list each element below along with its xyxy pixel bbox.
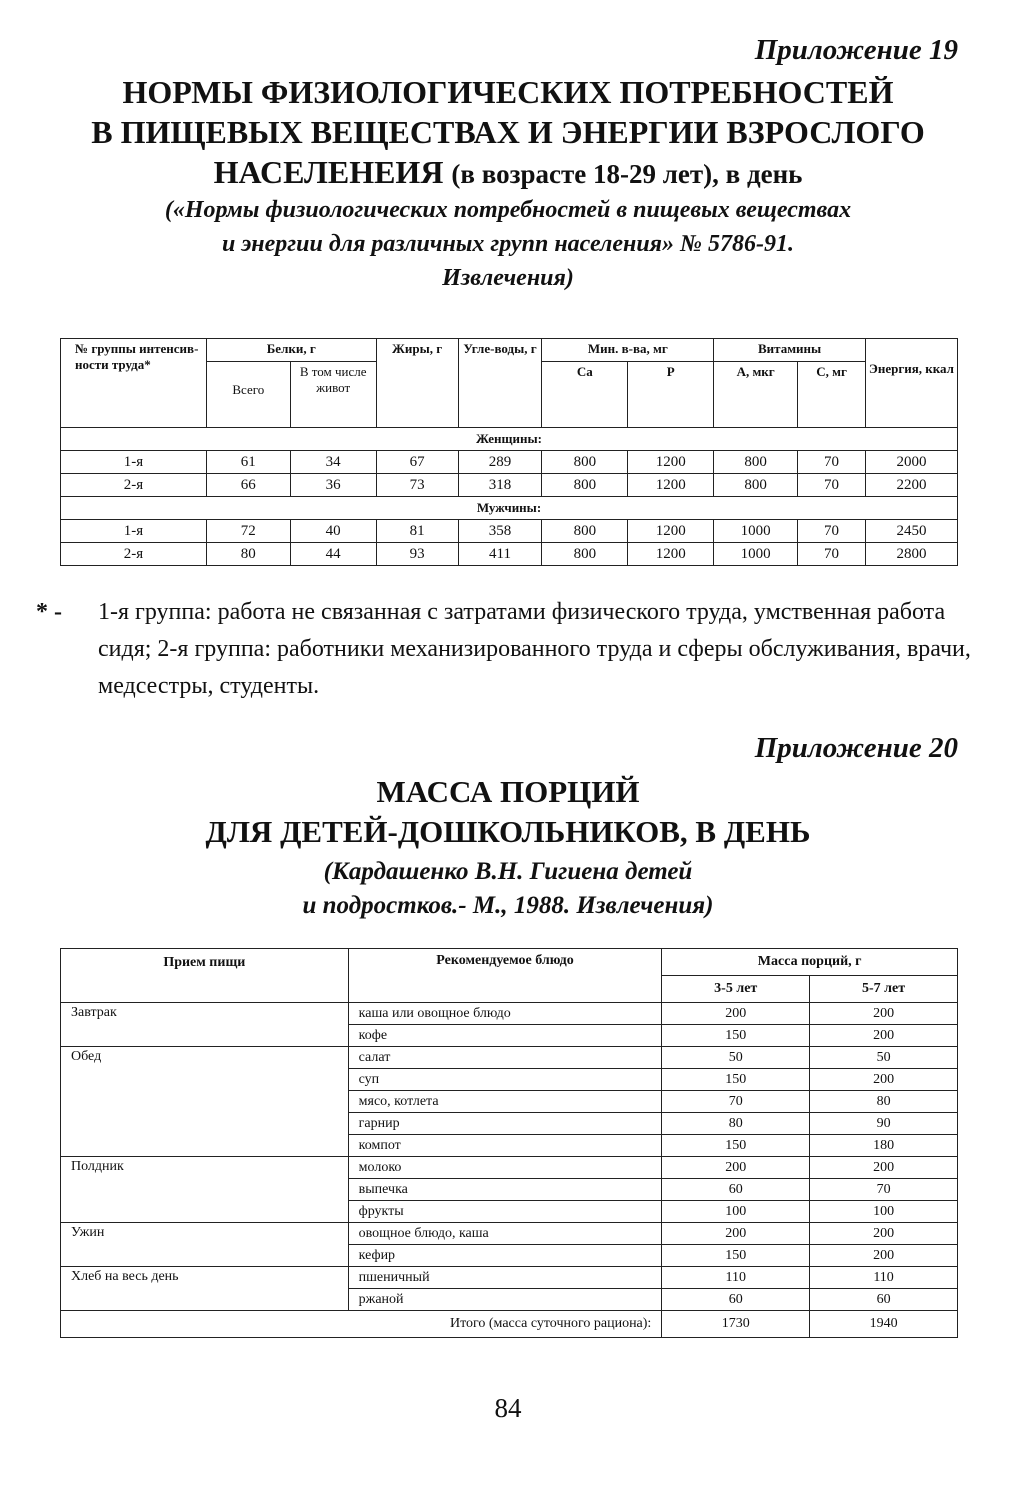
table-row — [61, 474, 958, 497]
value-cell: 93 — [376, 543, 458, 566]
value-cell: 1000 — [714, 543, 798, 566]
source-line: и энергии для различных групп населения» № 5786-91. — [222, 231, 794, 257]
dish-cell: суп — [348, 1069, 662, 1091]
value-cell: 318 — [458, 474, 542, 497]
value-cell: 36 — [290, 474, 376, 497]
value-cell: 2000 — [866, 451, 958, 474]
value-cell: 289 — [458, 451, 542, 474]
header-vitamins: Витамины — [714, 339, 866, 362]
mass-cell: 200 — [810, 1025, 958, 1047]
mass-cell: 200 — [662, 1003, 810, 1025]
value-cell: 800 — [542, 543, 628, 566]
dish-cell: овощное блюдо, каша — [348, 1223, 662, 1245]
dish-cell: компот — [348, 1135, 662, 1157]
source-line: («Нормы физиологических потребностей в пищевых веществах — [164, 197, 852, 223]
mass-cell: 180 — [810, 1135, 958, 1157]
meal-cell: Хлеб на весь день — [61, 1267, 349, 1311]
value-cell: 800 — [542, 451, 628, 474]
header-energy: Энергия, ккал — [866, 339, 958, 428]
mass-cell: 60 — [662, 1289, 810, 1311]
meal-cell: Ужин — [61, 1223, 349, 1267]
mass-cell: 90 — [810, 1113, 958, 1135]
footnote-marker: * - — [36, 599, 62, 625]
value-cell: 72 — [206, 520, 290, 543]
value-cell: 800 — [542, 520, 628, 543]
header-ca: Ca — [542, 361, 628, 427]
header-group: № группы интенсив-ности труда* — [61, 339, 207, 428]
title-line: В ПИЩЕВЫХ ВЕЩЕСТВАХ И ЭНЕРГИИ ВЗРОСЛОГО — [91, 114, 925, 150]
portion-mass-body — [61, 1003, 958, 1338]
header-dish: Рекомендуемое блюдо — [348, 949, 662, 1003]
appendix-20-title — [40, 772, 976, 852]
source-line: Извлечения) — [442, 265, 574, 291]
dish-cell: кефир — [348, 1245, 662, 1267]
title-line: МАССА ПОРЦИЙ — [376, 774, 640, 809]
table-row — [61, 1003, 958, 1025]
portion-mass-table — [60, 948, 958, 1338]
footnote — [36, 594, 976, 705]
mass-cell: 150 — [662, 1135, 810, 1157]
value-cell: 800 — [714, 451, 798, 474]
dish-cell: ржаной — [348, 1289, 662, 1311]
mass-cell: 80 — [662, 1113, 810, 1135]
group-cell: 1-я — [61, 520, 207, 543]
mass-cell: 60 — [662, 1179, 810, 1201]
section-label: Мужчины: — [61, 497, 958, 520]
value-cell: 70 — [798, 451, 866, 474]
mass-cell: 110 — [662, 1267, 810, 1289]
table-row — [61, 1047, 958, 1069]
appendix-20-source — [40, 855, 976, 923]
title-line3-main: НАСЕЛЕНЕИЯ — [213, 154, 444, 190]
dish-cell: молоко — [348, 1157, 662, 1179]
value-cell: 2800 — [866, 543, 958, 566]
value-cell: 1000 — [714, 520, 798, 543]
total-label: Итого (масса суточного рациона): — [61, 1311, 662, 1338]
appendix-19-label: Приложение 19 — [754, 34, 958, 66]
dish-cell: каша или овощное блюдо — [348, 1003, 662, 1025]
header-vit-a: А, мкг — [714, 361, 798, 427]
title-line — [40, 152, 976, 194]
meal-cell: Завтрак — [61, 1003, 349, 1047]
value-cell: 1200 — [628, 543, 714, 566]
value-cell: 358 — [458, 520, 542, 543]
total-row — [61, 1311, 958, 1338]
value-cell: 2450 — [866, 520, 958, 543]
table-row — [61, 543, 958, 566]
mass-cell: 100 — [662, 1201, 810, 1223]
table-row — [61, 1157, 958, 1179]
dish-cell: салат — [348, 1047, 662, 1069]
dish-cell: пшеничный — [348, 1267, 662, 1289]
header-vit-c: С, мг — [798, 361, 866, 427]
value-cell: 800 — [714, 474, 798, 497]
value-cell: 1200 — [628, 520, 714, 543]
mass-cell: 150 — [662, 1245, 810, 1267]
footnote-text: 1-я группа: работа не связанная с затратами физического труда, умственная работа сидя; 2-я группа: работники механизированного труда и сферы обслуживания, врачи, медсестры, студенты. — [98, 599, 971, 699]
value-cell: 70 — [798, 520, 866, 543]
value-cell: 44 — [290, 543, 376, 566]
value-cell: 40 — [290, 520, 376, 543]
section-label: Женщины: — [61, 428, 958, 451]
meal-cell: Полдник — [61, 1157, 349, 1223]
appendix-19-source — [40, 193, 976, 295]
total-value: 1730 — [662, 1311, 810, 1338]
table-row — [61, 1223, 958, 1245]
dish-cell: фрукты — [348, 1201, 662, 1223]
header-proteins: Белки, г — [206, 339, 376, 362]
mass-cell: 100 — [810, 1201, 958, 1223]
value-cell: 81 — [376, 520, 458, 543]
nutrition-norms-table — [60, 338, 958, 566]
title-line: ДЛЯ ДЕТЕЙ-ДОШКОЛЬНИКОВ, В ДЕНЬ — [205, 814, 811, 849]
header-carbs: Угле-воды, г — [458, 339, 542, 428]
value-cell: 2200 — [866, 474, 958, 497]
mass-cell: 50 — [662, 1047, 810, 1069]
value-cell: 411 — [458, 543, 542, 566]
header-mass: Масса порций, г — [662, 949, 958, 976]
header-minerals: Мин. в-ва, мг — [542, 339, 714, 362]
total-value: 1940 — [810, 1311, 958, 1338]
mass-cell: 200 — [662, 1223, 810, 1245]
meal-cell: Обед — [61, 1047, 349, 1157]
header-age-3-5: 3-5 лет — [662, 976, 810, 1003]
dish-cell: кофе — [348, 1025, 662, 1047]
mass-cell: 80 — [810, 1091, 958, 1113]
table-row — [61, 1267, 958, 1289]
mass-cell: 150 — [662, 1069, 810, 1091]
dish-cell: выпечка — [348, 1179, 662, 1201]
appendix-20-label: Приложение 20 — [754, 732, 958, 764]
table-row — [61, 520, 958, 543]
value-cell: 1200 — [628, 451, 714, 474]
mass-cell: 200 — [810, 1223, 958, 1245]
mass-cell: 200 — [662, 1157, 810, 1179]
mass-cell: 50 — [810, 1047, 958, 1069]
mass-cell: 110 — [810, 1267, 958, 1289]
group-cell: 1-я — [61, 451, 207, 474]
mass-cell: 70 — [662, 1091, 810, 1113]
value-cell: 70 — [798, 543, 866, 566]
value-cell: 1200 — [628, 474, 714, 497]
header-p: P — [628, 361, 714, 427]
mass-cell: 200 — [810, 1245, 958, 1267]
header-age-5-7: 5-7 лет — [810, 976, 958, 1003]
value-cell: 70 — [798, 474, 866, 497]
group-cell: 2-я — [61, 474, 207, 497]
source-line: и подростков.- М., 1988. Извлечения) — [302, 892, 714, 919]
dish-cell: мясо, котлета — [348, 1091, 662, 1113]
dish-cell: гарнир — [348, 1113, 662, 1135]
header-proteins-animal: В том числе живот — [290, 361, 376, 427]
value-cell: 80 — [206, 543, 290, 566]
group-cell: 2-я — [61, 543, 207, 566]
mass-cell: 200 — [810, 1157, 958, 1179]
appendix-19-title — [40, 72, 976, 194]
table-row — [61, 451, 958, 474]
value-cell: 73 — [376, 474, 458, 497]
header-fats: Жиры, г — [376, 339, 458, 428]
mass-cell: 200 — [810, 1003, 958, 1025]
value-cell: 800 — [542, 474, 628, 497]
title-line3-rest: (в возрасте 18-29 лет), в день — [451, 159, 803, 189]
mass-cell: 150 — [662, 1025, 810, 1047]
title-line: НОРМЫ ФИЗИОЛОГИЧЕСКИХ ПОТРЕБНОСТЕЙ — [122, 74, 894, 110]
mass-cell: 200 — [810, 1069, 958, 1091]
header-meal: Прием пищи — [61, 949, 349, 1003]
value-cell: 34 — [290, 451, 376, 474]
source-line: (Кардашенко В.Н. Гигиена детей — [323, 858, 693, 885]
nutrition-norms-body — [61, 428, 958, 566]
mass-cell: 60 — [810, 1289, 958, 1311]
value-cell: 61 — [206, 451, 290, 474]
value-cell: 67 — [376, 451, 458, 474]
value-cell: 66 — [206, 474, 290, 497]
header-proteins-total: Всего — [206, 361, 290, 427]
page-number: 84 — [494, 1393, 522, 1423]
mass-cell: 70 — [810, 1179, 958, 1201]
